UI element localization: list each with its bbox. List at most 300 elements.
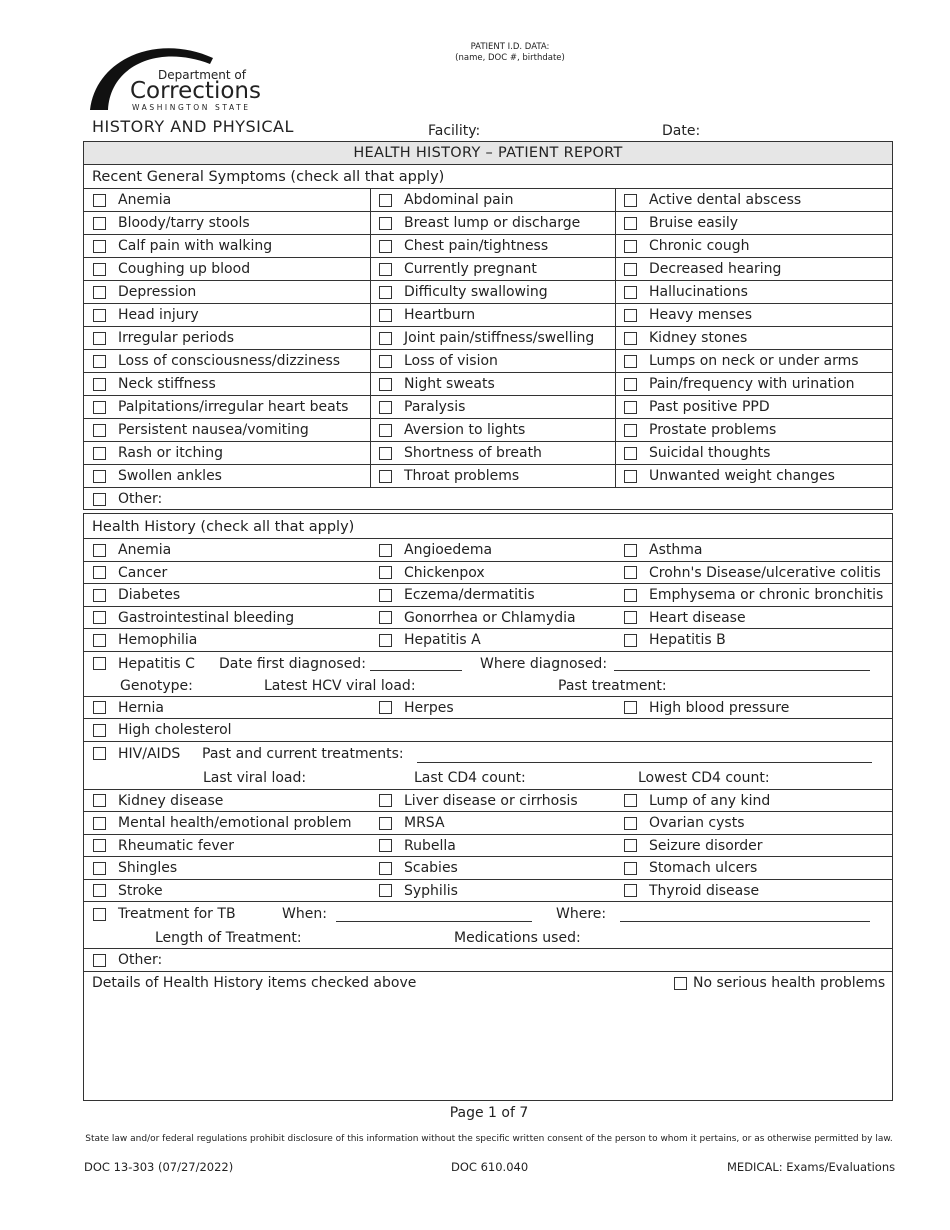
checkbox[interactable] [93, 724, 106, 737]
history-seizure-disorder[interactable] [624, 835, 763, 857]
checkbox[interactable] [624, 839, 637, 852]
checkbox[interactable] [93, 194, 106, 207]
checkbox-label: Loss of consciousness/dizziness [118, 353, 341, 369]
checkbox[interactable] [93, 954, 106, 967]
checkbox-label: Chronic cough [649, 238, 750, 254]
history-title: Health History (check all that apply) [92, 519, 355, 535]
history-hemophilia[interactable] [93, 629, 197, 651]
symptom-currently-pregnant[interactable] [379, 258, 537, 280]
checkbox[interactable] [93, 286, 106, 299]
checkbox-label: Hepatitis B [649, 632, 726, 648]
checkbox[interactable] [379, 611, 392, 624]
history-scabies[interactable] [379, 857, 458, 879]
checkbox-label: Depression [118, 284, 197, 300]
history-ovarian-cysts[interactable] [624, 812, 745, 834]
checkbox[interactable] [674, 977, 687, 990]
symptom-difficulty-swallowing[interactable] [379, 281, 548, 303]
symptom-row [84, 395, 892, 418]
symptom-row [84, 303, 892, 326]
checkbox[interactable] [624, 424, 637, 437]
history-liver-disease-or-cirrhosis[interactable] [379, 790, 578, 812]
checkbox[interactable] [624, 194, 637, 207]
symptom-swollen-ankles[interactable] [93, 465, 222, 487]
checkbox[interactable] [379, 794, 392, 807]
checkbox[interactable] [624, 309, 637, 322]
checkbox-label: Other: [118, 491, 163, 507]
checkbox[interactable] [624, 378, 637, 391]
checkbox-label: Difficulty swallowing [404, 284, 548, 300]
checkbox[interactable] [93, 355, 106, 368]
checkbox[interactable] [93, 424, 106, 437]
checkbox-label: Past positive PPD [649, 399, 770, 415]
checkbox[interactable] [379, 589, 392, 602]
history-syphilis[interactable] [379, 880, 458, 902]
symptom-row [84, 372, 892, 395]
checkbox[interactable] [379, 332, 392, 345]
table-header: HEALTH HISTORY – PATIENT REPORT [84, 142, 892, 165]
checkbox[interactable] [624, 217, 637, 230]
checkbox-label: Stroke [118, 882, 163, 899]
history-section [83, 513, 893, 1101]
symptom-row [84, 257, 892, 280]
checkbox-label: Bloody/tarry stools [118, 215, 250, 231]
checkbox-label: Hepatitis A [404, 632, 481, 648]
checkbox[interactable] [379, 309, 392, 322]
history-rheumatic-fever[interactable] [93, 835, 234, 857]
symptom-row [84, 280, 892, 303]
symptom-breast-lump-or-discharge[interactable] [379, 212, 580, 234]
checkbox[interactable] [379, 286, 392, 299]
checkbox[interactable] [379, 634, 392, 647]
checkbox[interactable] [379, 217, 392, 230]
policy-number: DOC 610.040 [451, 1160, 529, 1174]
history-gonorrhea-or-chlamydia[interactable] [379, 607, 576, 629]
checkbox-label: Rubella [404, 837, 456, 854]
checkbox[interactable] [624, 544, 637, 557]
history-treatment-for-tb[interactable] [93, 903, 236, 925]
checkbox[interactable] [93, 401, 106, 414]
history-cancer[interactable] [93, 562, 167, 584]
checkbox[interactable] [93, 493, 106, 506]
page-number: Page 1 of 7 [449, 1105, 529, 1121]
column-divider [370, 188, 371, 487]
checkbox[interactable] [624, 862, 637, 875]
hiv-lowest-cd4-label: Lowest CD4 count: [638, 769, 770, 786]
checkbox-label: Shingles [118, 860, 178, 876]
checkbox-label: Treatment for TB [118, 906, 236, 922]
checkbox[interactable] [93, 884, 106, 897]
checkbox-label: Lump of any kind [649, 792, 771, 809]
history-row [84, 879, 892, 902]
checkbox[interactable] [624, 589, 637, 602]
symptom-head-injury[interactable] [93, 304, 199, 326]
symptom-loss-of-vision[interactable] [379, 350, 498, 372]
checkbox[interactable] [624, 332, 637, 345]
form-number: DOC 13-303 (07/27/2022) [84, 1160, 234, 1174]
checkbox-label: Persistent nausea/vomiting [118, 422, 309, 438]
symptom-row [84, 211, 892, 234]
checkbox-label: Herpes [404, 699, 454, 716]
checkbox-label: Kidney stones [649, 330, 748, 346]
checkbox-label: Neck stiffness [118, 376, 216, 392]
checkbox-label: Asthma [649, 542, 703, 558]
checkbox-label: Swollen ankles [118, 468, 222, 484]
checkbox-label: Scabies [404, 860, 458, 876]
symptom-calf-pain-with-walking[interactable] [93, 235, 272, 257]
history-mrsa[interactable] [379, 812, 445, 834]
checkbox[interactable] [93, 470, 106, 483]
checkbox-label: Joint pain/stiffness/swelling [404, 330, 595, 346]
checkbox[interactable] [379, 544, 392, 557]
tb-when-label: When: [282, 906, 327, 922]
checkbox[interactable] [379, 401, 392, 414]
checkbox[interactable] [93, 544, 106, 557]
symptom-rash-or-itching[interactable] [93, 442, 223, 464]
symptom-row [84, 441, 892, 464]
history-emphysema-or-chronic-bronchitis[interactable] [624, 584, 883, 606]
checkbox-label: Rheumatic fever [118, 837, 235, 854]
checkbox-label: Chickenpox [404, 564, 485, 581]
checkbox-label: Heartburn [404, 307, 476, 323]
checkbox[interactable] [93, 240, 106, 253]
checkbox-label: Night sweats [404, 376, 495, 392]
checkbox[interactable] [379, 701, 392, 714]
checkbox-label: Head injury [118, 307, 199, 323]
checkbox[interactable] [93, 589, 106, 602]
checkbox[interactable] [379, 378, 392, 391]
history-shingles[interactable] [93, 857, 177, 879]
hiv-row [84, 741, 892, 789]
checkbox[interactable] [624, 884, 637, 897]
checkbox-label: Seizure disorder [649, 837, 763, 854]
checkbox-label: Active dental abscess [649, 192, 802, 208]
checkbox-label: Lumps on neck or under arms [649, 353, 859, 369]
history-stomach-ulcers[interactable] [624, 857, 757, 879]
patient-id-label [420, 42, 600, 64]
history-row [84, 696, 892, 719]
tb-where-field[interactable] [620, 921, 870, 922]
symptom-shortness-of-breath[interactable] [379, 442, 542, 464]
checkbox[interactable] [624, 634, 637, 647]
checkbox[interactable] [624, 447, 637, 460]
hepc-date-first-field[interactable] [370, 670, 462, 671]
symptom-depression[interactable] [93, 281, 196, 303]
checkbox[interactable] [93, 862, 106, 875]
history-thyroid-disease[interactable] [624, 880, 759, 902]
history-row [84, 561, 892, 584]
symptom-kidney-stones[interactable] [624, 327, 747, 349]
symptom-neck-stiffness[interactable] [93, 373, 216, 395]
history-gastrointestinal-bleeding[interactable] [93, 607, 294, 629]
history-stroke[interactable] [93, 880, 163, 902]
privacy-notice: State law and/or federal regulations prohibit disclosure of this information without the specific written consent of the person to whom it pertains, or as otherwise permitted by law. [85, 1134, 893, 1144]
checkbox-label: High blood pressure [649, 699, 790, 716]
checkbox[interactable] [379, 194, 392, 207]
checkbox-label: Liver disease or cirrhosis [404, 792, 578, 809]
logo-dept-text: Department of [158, 68, 246, 82]
checkbox[interactable] [379, 566, 392, 579]
checkbox-label: Currently pregnant [404, 261, 537, 277]
checkbox-label: Hepatitis C [118, 655, 195, 672]
symptom-row [84, 349, 892, 372]
history-row [84, 856, 892, 879]
symptom-past-positive-ppd[interactable] [624, 396, 770, 418]
history-high-blood-pressure[interactable] [624, 697, 789, 719]
checkbox[interactable] [379, 240, 392, 253]
checkbox[interactable] [624, 611, 637, 624]
checkbox-label: Abdominal pain [404, 192, 514, 208]
symptom-persistent-nausea-vomiting[interactable] [93, 419, 309, 441]
checkbox-label: Bruise easily [649, 215, 739, 231]
hepatitis-c-row [84, 651, 892, 696]
history-hepatitis-b[interactable] [624, 629, 726, 651]
checkbox[interactable] [379, 424, 392, 437]
tb-row [84, 901, 892, 948]
checkbox[interactable] [93, 611, 106, 624]
checkbox-label: Loss of vision [404, 353, 498, 369]
history-angioedema[interactable] [379, 539, 492, 561]
high-cholesterol-row [84, 718, 892, 741]
checkbox[interactable] [379, 447, 392, 460]
symptom-irregular-periods[interactable] [93, 327, 234, 349]
symptom-row [84, 188, 892, 211]
symptom-anemia[interactable] [93, 189, 171, 211]
checkbox-label: Hemophilia [118, 632, 198, 648]
history-hiv-aids[interactable] [93, 743, 180, 765]
hiv-last-cd4-label: Last CD4 count: [414, 769, 526, 786]
history-other-row [84, 948, 892, 971]
facility-label: Facility: [428, 123, 481, 139]
checkbox[interactable] [379, 817, 392, 830]
symptom-joint-pain-stiffness-swelling[interactable] [379, 327, 594, 349]
checkbox-label: Stomach ulcers [649, 860, 758, 876]
history-rubella[interactable] [379, 835, 456, 857]
patient-id-title: PATIENT I.D. DATA: [470, 42, 550, 52]
symptom-row [84, 464, 892, 487]
history-heart-disease[interactable] [624, 607, 746, 629]
checkbox[interactable] [93, 217, 106, 230]
symptom-aversion-to-lights[interactable] [379, 419, 525, 441]
hiv-last-viral-label: Last viral load: [203, 769, 307, 786]
history-crohn-s-disease-ulcerative-colitis[interactable] [624, 562, 881, 584]
symptoms-section [83, 141, 893, 510]
history-row [84, 538, 892, 561]
checkbox[interactable] [93, 657, 106, 670]
checkbox-label: Thyroid disease [649, 882, 760, 899]
tb-when-field[interactable] [336, 921, 532, 922]
checkbox-label: Irregular periods [118, 330, 235, 346]
tb-meds-label: Medications used: [454, 930, 581, 946]
symptom-chest-pain-tightness[interactable] [379, 235, 548, 257]
logo-corrections-text: Corrections [130, 78, 261, 104]
history-row [84, 628, 892, 651]
checkbox[interactable] [93, 747, 106, 760]
checkbox-label: Diabetes [118, 587, 181, 603]
symptom-throat-problems[interactable] [379, 465, 519, 487]
history-diabetes[interactable] [93, 584, 180, 606]
checkbox[interactable] [93, 378, 106, 391]
symptom-unwanted-weight-changes[interactable] [624, 465, 835, 487]
checkbox[interactable] [624, 401, 637, 414]
symptom-row [84, 418, 892, 441]
checkbox-label: Gastrointestinal bleeding [118, 609, 295, 626]
checkbox[interactable] [624, 701, 637, 714]
checkbox-label: Paralysis [404, 399, 466, 415]
history-high-cholesterol[interactable] [93, 719, 232, 741]
symptom-night-sweats[interactable] [379, 373, 495, 395]
symptom-row [84, 326, 892, 349]
symptom-prostate-problems[interactable] [624, 419, 776, 441]
history-chickenpox[interactable] [379, 562, 485, 584]
checkbox[interactable] [624, 794, 637, 807]
history-mental-health-emotional-problem[interactable] [93, 812, 352, 834]
checkbox-label: Prostate problems [649, 422, 777, 438]
history-other-other[interactable] [93, 949, 162, 971]
checkbox-label: Other: [118, 952, 163, 968]
checkbox[interactable] [379, 884, 392, 897]
history-hepatitis-a[interactable] [379, 629, 481, 651]
details-textarea[interactable] [84, 996, 892, 1102]
checkbox[interactable] [93, 794, 106, 807]
checkbox-label: Hernia [118, 699, 164, 716]
checkbox[interactable] [624, 470, 637, 483]
tb-length-label: Length of Treatment: [155, 930, 302, 946]
symptom-heartburn[interactable] [379, 304, 475, 326]
checkbox-label: Ovarian cysts [649, 815, 745, 831]
hiv-treatments-field[interactable] [417, 762, 872, 763]
history-kidney-disease[interactable] [93, 790, 223, 812]
checkbox-label: HIV/AIDS [118, 745, 181, 762]
symptom-hallucinations[interactable] [624, 281, 748, 303]
history-row [84, 606, 892, 629]
form-title: HISTORY AND PHYSICAL [92, 117, 294, 136]
checkbox[interactable] [93, 908, 106, 921]
checkbox[interactable] [93, 309, 106, 322]
hepc-past-treatment-label: Past treatment: [558, 677, 667, 694]
hepc-date-first-label: Date first diagnosed: [219, 655, 366, 672]
history-eczema-dermatitis[interactable] [379, 584, 535, 606]
column-divider [615, 188, 616, 487]
history-anemia[interactable] [93, 539, 171, 561]
symptom-loss-of-consciousness-dizziness[interactable] [93, 350, 340, 372]
checkbox[interactable] [379, 862, 392, 875]
history-row [84, 811, 892, 834]
checkbox[interactable] [624, 817, 637, 830]
history-lump-of-any-kind[interactable] [624, 790, 770, 812]
checkbox-label: Chest pain/tightness [404, 238, 549, 254]
checkbox-label: Eczema/dermatitis [404, 587, 535, 603]
checkbox[interactable] [624, 355, 637, 368]
symptom-coughing-up-blood[interactable] [93, 258, 250, 280]
checkbox-label: Pain/frequency with urination [649, 376, 855, 392]
checkbox-label: Emphysema or chronic bronchitis [649, 587, 884, 603]
symptom-active-dental-abscess[interactable] [624, 189, 801, 211]
checkbox-label: High cholesterol [118, 722, 232, 738]
form-category: MEDICAL: Exams/Evaluations [727, 1160, 896, 1174]
checkbox-label: Anemia [118, 542, 172, 558]
checkbox-label: Coughing up blood [118, 261, 251, 277]
checkbox-label: Syphilis [404, 882, 458, 899]
symptom-palpitations-irregular-heart-beats[interactable] [93, 396, 348, 418]
checkbox-label: Gonorrhea or Chlamydia [404, 609, 576, 626]
checkbox[interactable] [93, 566, 106, 579]
hiv-treatments-label: Past and current treatments: [202, 745, 404, 762]
checkbox[interactable] [624, 286, 637, 299]
symptom-suicidal-thoughts[interactable] [624, 442, 770, 464]
checkbox-label: Breast lump or discharge [404, 215, 581, 231]
checkbox[interactable] [93, 634, 106, 647]
checkbox-label: Mental health/emotional problem [118, 815, 352, 831]
checkbox[interactable] [379, 470, 392, 483]
logo-state-text: WASHINGTON STATE [132, 103, 251, 112]
checkbox[interactable] [93, 263, 106, 276]
checkbox-label: Unwanted weight changes [649, 468, 835, 484]
checkbox-label: Rash or itching [118, 445, 223, 461]
details-label: Details of Health History items checked above [92, 975, 417, 991]
symptom-pain-frequency-with-urination[interactable] [624, 373, 854, 395]
symptom-abdominal-pain[interactable] [379, 189, 513, 211]
symptom-row [84, 234, 892, 257]
checkbox[interactable] [93, 447, 106, 460]
checkbox-label: Calf pain with walking [118, 238, 273, 254]
checkbox[interactable] [93, 332, 106, 345]
hepc-where-label: Where diagnosed: [480, 655, 608, 672]
checkbox[interactable] [93, 701, 106, 714]
checkbox-label: Crohn's Disease/ulcerative colitis [649, 564, 881, 581]
checkbox-label: Throat problems [404, 468, 520, 484]
checkbox-label: Suicidal thoughts [649, 445, 771, 461]
checkbox[interactable] [624, 240, 637, 253]
checkbox[interactable] [379, 355, 392, 368]
symptoms-title: Recent General Symptoms (check all that apply) [92, 169, 445, 185]
checkbox-label: Shortness of breath [404, 445, 542, 461]
hepc-where-field[interactable] [614, 670, 870, 671]
checkbox[interactable] [624, 263, 637, 276]
symptoms-other-other[interactable] [93, 488, 162, 510]
details-row [84, 971, 892, 1102]
checkbox-label: Decreased hearing [649, 261, 782, 277]
symptom-paralysis[interactable] [379, 396, 465, 418]
patient-id-hint: (name, DOC #, birthdate) [455, 53, 565, 63]
symptom-bloody-tarry-stools[interactable] [93, 212, 250, 234]
checkbox[interactable] [379, 839, 392, 852]
no-serious-problems-checkbox[interactable] [674, 972, 885, 994]
checkbox[interactable] [93, 839, 106, 852]
symptom-bruise-easily[interactable] [624, 212, 738, 234]
symptom-lumps-on-neck-or-under-arms[interactable] [624, 350, 859, 372]
hepc-genotype-label: Genotype: [120, 677, 193, 694]
symptom-heavy-menses[interactable] [624, 304, 752, 326]
history-row [84, 834, 892, 857]
checkbox[interactable] [379, 263, 392, 276]
symptoms-other-row [84, 487, 892, 510]
checkbox[interactable] [624, 566, 637, 579]
checkbox[interactable] [93, 817, 106, 830]
checkbox-label: MRSA [404, 815, 445, 831]
history-asthma[interactable] [624, 539, 702, 561]
history-row [84, 789, 892, 812]
symptom-chronic-cough[interactable] [624, 235, 749, 257]
doc-logo [88, 38, 268, 118]
symptom-decreased-hearing[interactable] [624, 258, 781, 280]
checkbox-label: Aversion to lights [404, 422, 526, 438]
history-hepatitis-c[interactable] [93, 653, 195, 675]
history-hernia[interactable] [93, 697, 164, 719]
history-herpes[interactable] [379, 697, 454, 719]
history-row [84, 583, 892, 606]
checkbox-label: Palpitations/irregular heart beats [118, 399, 349, 415]
checkbox-label: Hallucinations [649, 284, 748, 300]
